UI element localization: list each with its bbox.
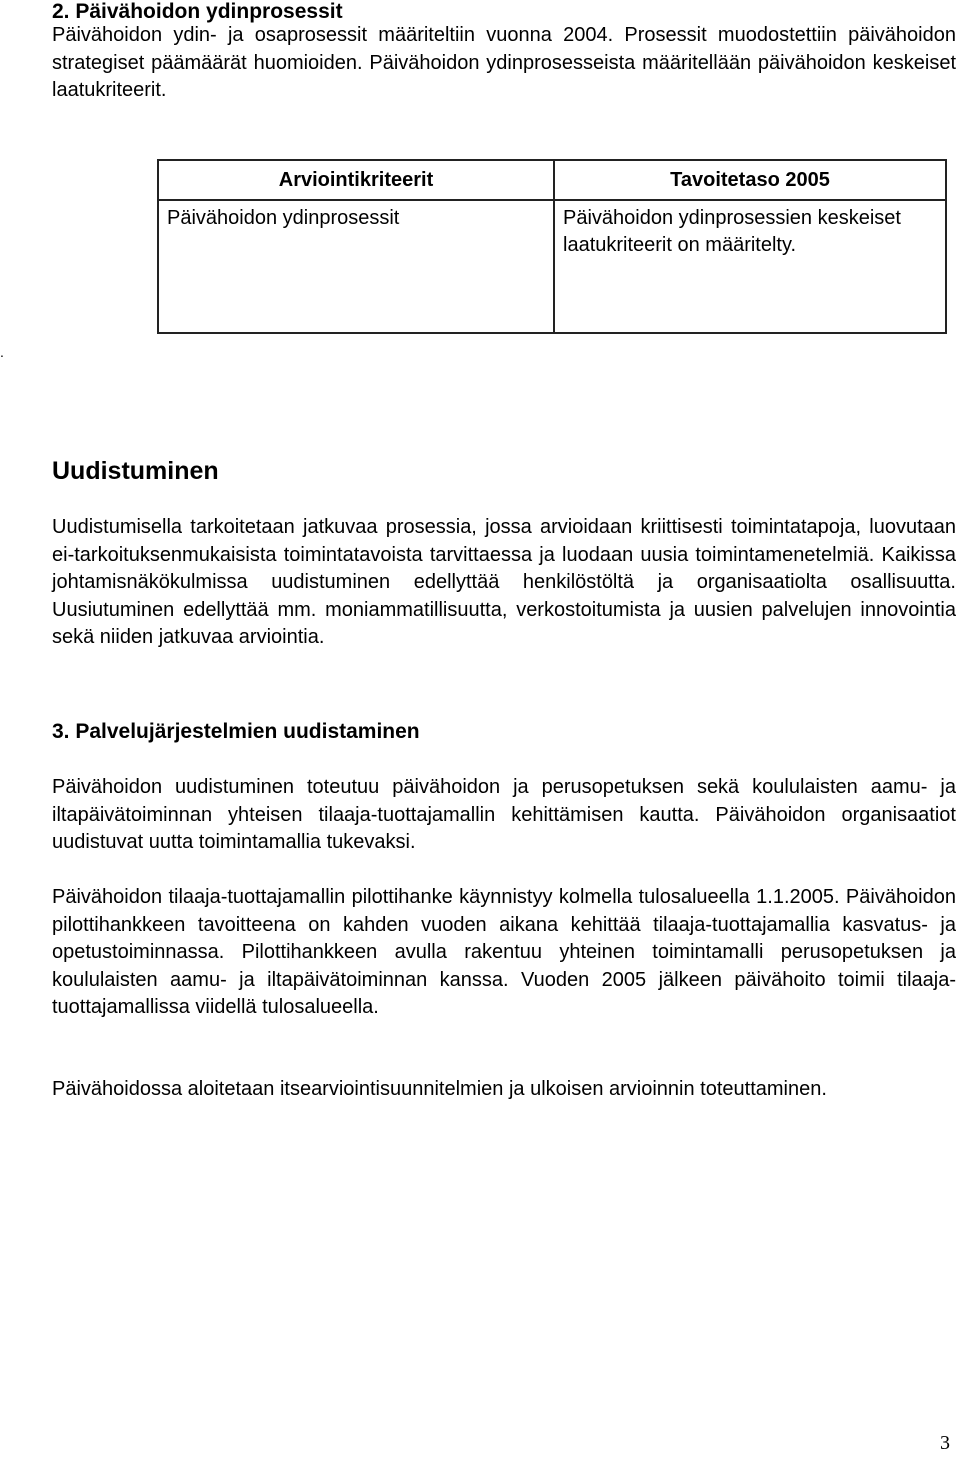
page-number: 3 (940, 1432, 950, 1454)
table-row (158, 200, 946, 333)
criteria-header-tavoitetaso: Tavoitetaso 2005 (554, 160, 946, 200)
section-2-heading: 2. Päivähoidon ydinprosessit (52, 0, 343, 23)
criteria-cell: Päivähoidon ydinprosessit (158, 200, 554, 333)
section-2-intro: Päivähoidon ydin- ja osaprosessit määriteltiin vuonna 2004. Prosessit muodostettiin päivähoidon strategiset päämäärät huomioiden. Päivähoidon ydinprosesseista määritellään päivähoidon keskeiset laatukriteerit. (52, 24, 956, 101)
uudistuminen-text: Uudistumisella tarkoitetaan jatkuvaa prosessia, jossa arvioidaan kriittisesti toimintatapoja, luovutaan ei-tarkoituksenmukaisista toimintatavoista tarvittaessa ja luodaan uusia toimintamenetelmiä. Kaikissa johtamisnäkökulmissa uudistuminen edellyttää henkilöstöltä ja organisaatiolta osallisuutta. Uusiutuminen edellyttää mm. moniammatillisuutta, verkostoitumista ja uusien palvelujen innovointia sekä niiden jatkuvaa arviointia. (52, 516, 956, 648)
criteria-table-header-row (158, 160, 946, 200)
uudistuminen-heading: Uudistuminen (52, 457, 219, 485)
section-3-heading: 3. Palvelujärjestelmien uudistaminen (52, 720, 420, 743)
stray-mark: . (0, 344, 4, 360)
section-3-paragraph: Päivähoidossa aloitetaan itsearviointisuunnitelmien ja ulkoisen arvioinnin toteuttaminen. (52, 1078, 827, 1100)
criteria-header-arviointikriteerit: Arviointikriteerit (158, 160, 554, 200)
target-level-cell: Päivähoidon ydinprosessien keskeiset laatukriteerit on määritelty. (554, 200, 946, 333)
criteria-table (157, 159, 947, 334)
section-3-paragraph: Päivähoidon uudistuminen toteutuu päivähoidon ja perusopetuksen sekä koululaisten aamu- ja iltapäivätoiminnan yhteisen tilaaja-tuottajamallin kehittämisen kautta. Päivähoidon organisaatiot uudistuvat uutta toimintamallia tukevaksi. (52, 776, 956, 853)
section-3-paragraph: Päivähoidon tilaaja-tuottajamallin pilottihanke käynnistyy kolmella tulosalueella 1.1.2005. Päivähoidon pilottihankkeen tavoitteena on kahden vuoden aikana kehittää tilaaja-tuottajamallia kasvatus- ja opetustoiminnassa. Pilottihankkeen avulla rakentuu yhteinen toimintamalli perusopetuksen ja koululaisten aamu- ja iltapäivätoiminnan kanssa. Vuoden 2005 jälkeen päivähoito toimii tilaaja-tuottajamallissa viidellä tulosalueella. (52, 886, 956, 1018)
